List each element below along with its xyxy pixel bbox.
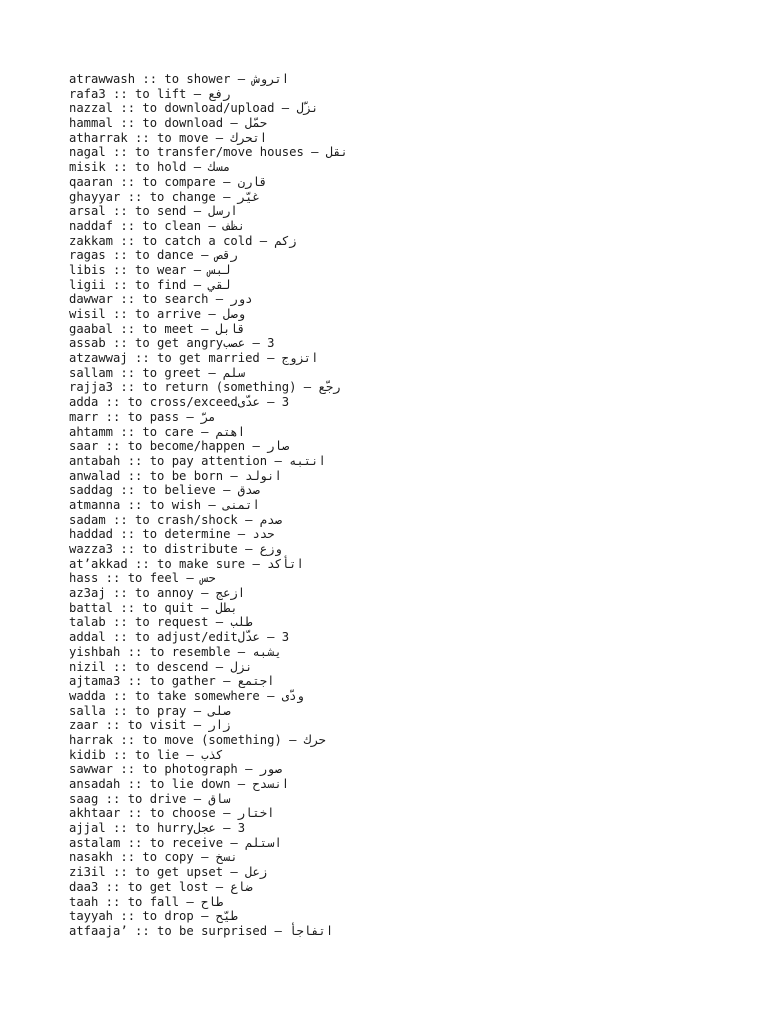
vocab-entry: 3 – عصبassab :: to get angry bbox=[69, 336, 275, 351]
vocab-entry: مرّ – marr :: to pass bbox=[69, 409, 216, 424]
vocab-entry: قابل – gaabal :: to meet bbox=[69, 321, 246, 336]
vocab-entry: نسخ – nasakh :: to copy bbox=[69, 850, 238, 865]
vocab-entry: اتروش – atrawwash :: to shower bbox=[69, 72, 290, 86]
vocab-entry: حرك – harrak :: to move (something) bbox=[69, 732, 326, 747]
vocab-entry: طلب – talab :: to request bbox=[69, 615, 253, 630]
vocab-entry: زعل – zi3il :: to get upset bbox=[69, 865, 268, 880]
vocab-entry: نقل – nagal :: to transfer/move houses bbox=[69, 145, 348, 160]
vocab-entry: مسك – misik :: to hold bbox=[69, 160, 231, 175]
vocab-entry: 3 – عدّلaddal :: to adjust/edit bbox=[69, 630, 290, 645]
vocab-entry: يشبه – yishbah :: to resemble bbox=[69, 644, 282, 659]
vocab-entry: قارن – qaaran :: to compare bbox=[69, 174, 268, 189]
vocab-entry: صور – sawwar :: to photograph bbox=[69, 762, 282, 777]
vocab-entry: اهتم – ahtamm :: to care bbox=[69, 424, 246, 439]
vocab-entry: استلم – astalam :: to receive bbox=[69, 835, 282, 850]
vocab-entry: حدد – haddad :: to determine bbox=[69, 527, 275, 542]
vocab-entry: 3 – عدّىadda :: to cross/exceed bbox=[69, 395, 290, 410]
vocab-entry: غيّر – ghayyar :: to change bbox=[69, 189, 260, 204]
vocab-entry: زكم – zakkam :: to catch a cold bbox=[69, 233, 297, 248]
vocab-entry: طاح – taah :: to fall bbox=[69, 894, 224, 909]
vocab-entry: زار – zaar :: to visit bbox=[69, 718, 231, 733]
vocab-entry: اتفاجأ – atfaaja’ :: to be surprised bbox=[69, 923, 334, 938]
vocab-entry: صلى – salla :: to pray bbox=[69, 703, 231, 718]
vocab-entry: اجتمع – ajtama3 :: to gather bbox=[69, 674, 275, 689]
vocab-entry: حمّل – hammal :: to download bbox=[69, 116, 268, 131]
vocab-entry: رجّع – rajja3 :: to return (something) bbox=[69, 380, 341, 395]
vocab-entry: اتأكد – at’akkad :: to make sure bbox=[69, 556, 304, 571]
vocab-entry: رقص – ragas :: to dance bbox=[69, 248, 238, 263]
vocab-entry: اتمنى – atmanna :: to wish bbox=[69, 497, 260, 512]
vocab-entry: اختار – akhtaar :: to choose bbox=[69, 806, 275, 821]
vocab-entry: ودّى – wadda :: to take somewhere bbox=[69, 688, 304, 703]
vocab-entry: سلم – sallam :: to greet bbox=[69, 365, 246, 380]
vocab-entry: ازعج – az3aj :: to annoy bbox=[69, 586, 246, 601]
vocab-entry: صار – saar :: to become/happen bbox=[69, 439, 290, 454]
vocab-entry: ارسل – arsal :: to send bbox=[69, 204, 238, 219]
vocab-entry: انولد – anwalad :: to be born bbox=[69, 468, 282, 483]
vocab-entry: نظف – naddaf :: to clean bbox=[69, 218, 246, 233]
vocab-entry: انتبه – antabah :: to pay attention bbox=[69, 453, 326, 468]
vocab-entry: لبس – libis :: to wear bbox=[69, 262, 231, 277]
vocab-entry: 3 – عجلajjal :: to hurry bbox=[69, 821, 246, 836]
vocab-entry: رفع – rafa3 :: to lift bbox=[69, 86, 231, 101]
vocab-entry: دور – dawwar :: to search bbox=[69, 292, 253, 307]
vocab-entry: حس – hass :: to feel bbox=[69, 571, 216, 586]
vocab-entry: لقي – ligii :: to find bbox=[69, 277, 231, 292]
vocab-entry: نزل – nizil :: to descend bbox=[69, 659, 253, 674]
vocab-entry: صدق – saddag :: to believe bbox=[69, 483, 260, 498]
vocab-entry: انسدح – ansadah :: to lie down bbox=[69, 777, 290, 791]
vocab-entry: صدم – sadam :: to crash/shock bbox=[69, 512, 282, 527]
vocab-entry: وزع – wazza3 :: to distribute bbox=[69, 542, 282, 556]
vocab-entry: اتحرك – atharrak :: to move bbox=[69, 130, 268, 145]
vocab-entry: اتزوج – atzawwaj :: to get married bbox=[69, 351, 319, 366]
vocab-entry: ضاع – daa3 :: to get lost bbox=[69, 879, 253, 894]
vocabulary-list bbox=[69, 72, 348, 939]
vocab-entry: طيّح – tayyah :: to drop bbox=[69, 909, 238, 924]
vocab-entry: ساق – saag :: to drive bbox=[69, 791, 231, 806]
vocab-entry: نزّل – nazzal :: to download/upload bbox=[69, 101, 319, 116]
vocab-entry: وصل – wisil :: to arrive bbox=[69, 307, 246, 321]
vocab-entry: كذب – kidib :: to lie bbox=[69, 747, 224, 762]
vocab-entry: بطل – battal :: to quit bbox=[69, 600, 238, 615]
